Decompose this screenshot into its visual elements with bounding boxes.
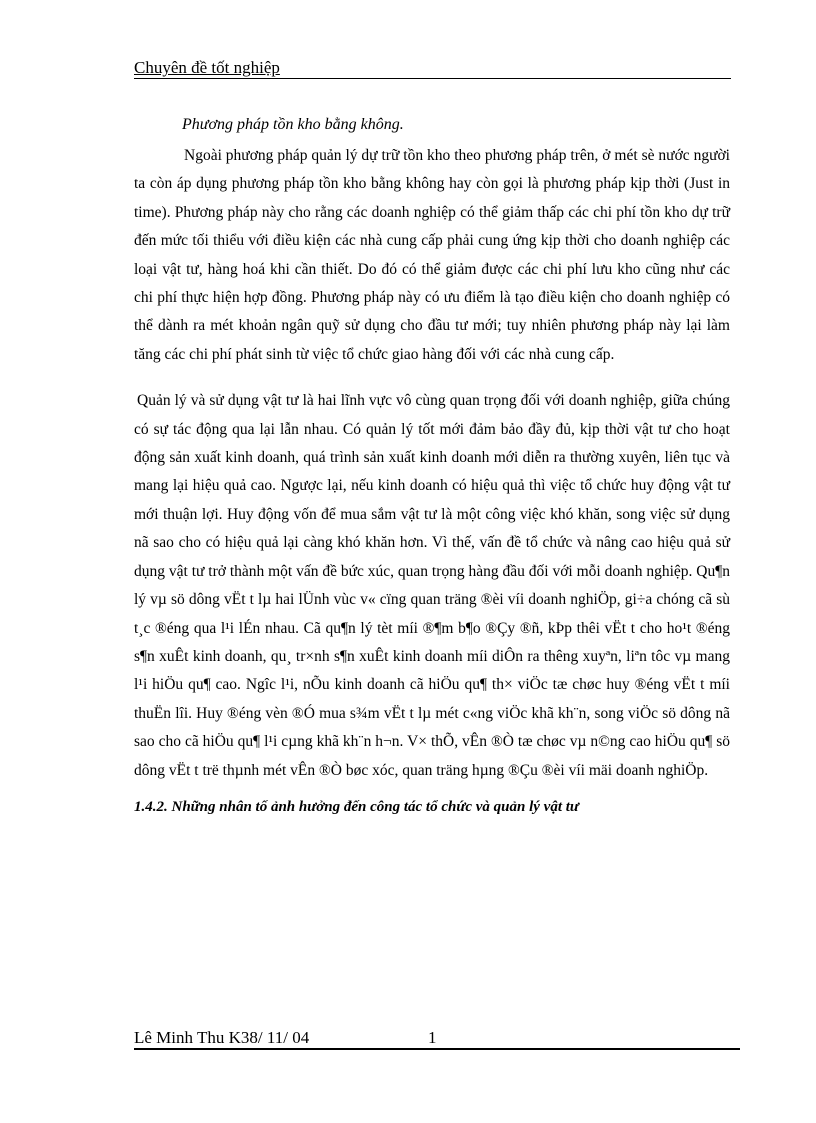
page-header	[134, 56, 731, 79]
page-footer	[134, 1026, 740, 1050]
footer-author: Lê Minh Thu K38/ 11/ 04	[134, 1028, 310, 1047]
garbled-encoding-text: Qu¶n lý vµ sö dông vËt t lµ hai lÜnh vùc v« cïng quan träng ®èi víi doanh nghiÖp, gi÷a chóng cã sù t¸c ®éng qua l¹i lÉn nhau. Cã qu¶n lý tèt míi ®¶m b¶o ®Çy ®ñ, kÞp thêi vËt t cho ho¹t ®éng s¶n xuÊt kinh doanh, qu¸ tr×nh s¶n xuÊt kinh doanh míi diÔn ra thêng xuyªn, liªn tôc vµ mang l¹i hiÖu qu¶ cao. Ngîc l¹i, nÕu kinh doanh cã hiÖu qu¶ th× viÖc tæ chøc huy ®éng vËt t míi thuËn lîi. Huy ®éng vèn ®Ó mua s¾m vËt t lµ mét c«ng viÖc khã kh¨n, song viÖc sö dông nã sao cho cã hiÖu qu¶ l¹i cµng khã kh¨n h¬n. V× thÕ, vÊn ®Ò tæ chøc vµ n©ng cao hiÖu qu¶ sö dông vËt t trë thµnh mét vÊn ®Ò bøc xóc, quan träng hµng ®Çu ®èi víi mäi doanh nghiÖp.	[134, 562, 731, 779]
document-title: Chuyên đề tốt nghiệp	[134, 58, 280, 77]
paragraph-just-in-time: Ngoài phương pháp quản lý dự trữ tồn kho theo phương pháp trên, ở mét sè nước người ta còn áp dụng phương pháp tồn kho bằng không hay còn gọi là phương pháp kịp thời (Just in time). Phương pháp này cho rằng các doanh nghiệp có thể giảm thấp các chi phí tồn kho dự trữ đến mức tối thiểu với điều kiện các nhà cung cấp phải cung ứng kịp thời cho doanh nghiệp các loại vật tư, hàng hoá khi cần thiết. Do đó có thể giảm được các chi phí lưu kho cũng như các chi phí thực hiện hợp đồng. Phương pháp này có ưu điểm là tạo điều kiện cho doanh nghiệp có thể dành ra mét khoản ngân quỹ sử dụng cho đầu tư mới; tuy nhiên phương pháp này lại làm tăng các chi phí phát sinh từ việc tổ chức giao hàng đối với các nhà cung cấp.	[134, 147, 730, 363]
paragraph-material-management	[134, 387, 730, 785]
section-heading: Phương pháp tồn kho bằng không.	[182, 116, 404, 133]
subsection-heading: 1.4.2. Những nhân tố ảnh hưởng đến công tác tổ chức và quản lý vật tư	[134, 798, 579, 815]
paragraph-text: Quản lý và sử dụng vật tư là hai lĩnh vực vô cùng quan trọng đối với doanh nghiệp, giữa chúng có sự tác động qua lại lẫn nhau. Có quản lý tốt mới đảm bảo đầy đủ, kịp thời vật tư cho hoạt động sản xuất kinh doanh, quá trình sản xuất kinh doanh mới diễn ra thường xuyên, liên tục và mang lại hiệu quả cao. Ngược lại, nếu kinh doanh có hiệu quả thì việc tổ chức huy động vật tư mới thuận lợi. Huy động vốn để mua sắm vật tư là một công việc khó khăn, song việc sử dụng nã sao cho có hiệu quả lại càng khó khăn hơn. Vì thế, vấn đề tổ chức và nâng cao hiệu quả sử dụng vật tư trở thành một vấn đề bức xúc, quan trọng hàng đầu đối với mỗi doanh nghiệp.	[134, 392, 730, 580]
page-number: 1	[428, 1028, 437, 1047]
page-body	[134, 108, 730, 816]
